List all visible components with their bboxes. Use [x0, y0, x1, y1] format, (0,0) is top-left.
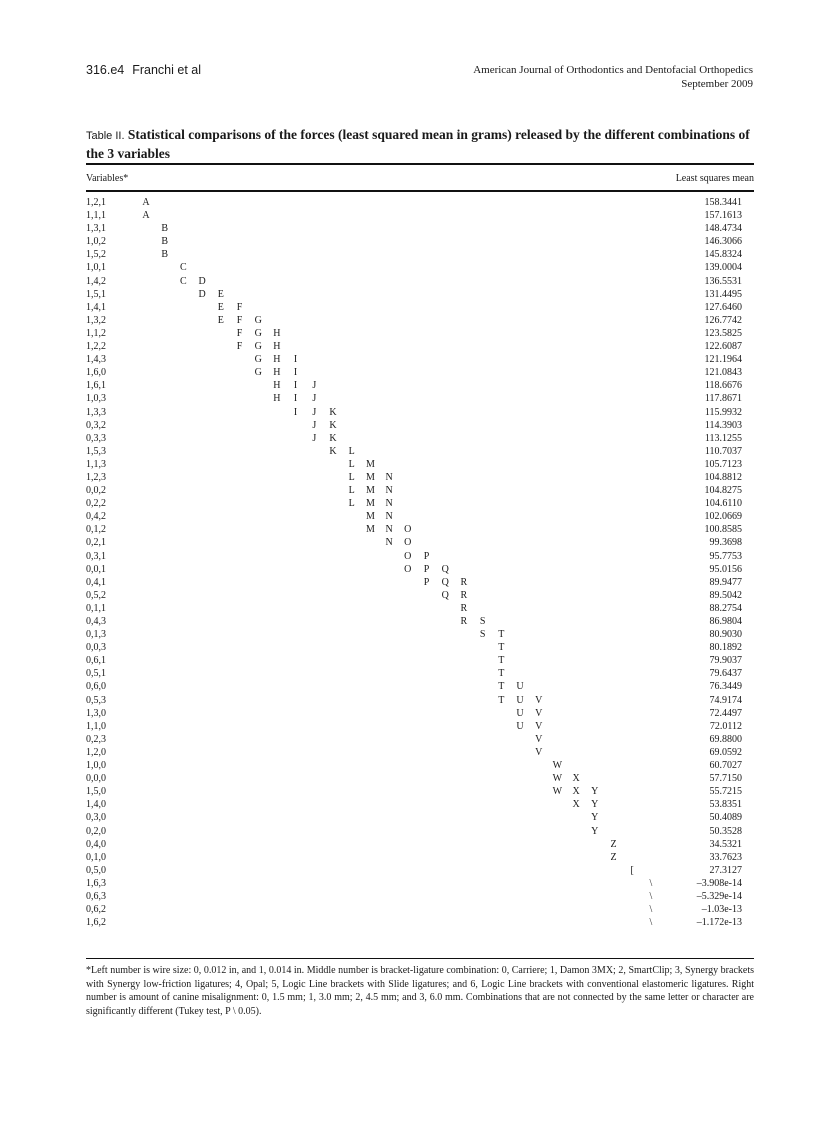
variables-cell: 1,0,2 — [86, 236, 106, 248]
group-letter: I — [293, 380, 298, 392]
group-letter: S — [479, 629, 486, 641]
group-letter: V — [535, 707, 543, 719]
least-squares-mean-cell: 118.6676 — [704, 380, 742, 392]
table-caption — [86, 126, 754, 162]
table-row — [86, 392, 754, 405]
group-letter: T — [498, 642, 505, 654]
table-footnote: *Left number is wire size: 0, 0.012 in, and 1, 0.014 in. Middle number is bracket-ligature combination: 0, Carriere; 1, Damon 3MX; 2, SmartClip; 3, Synergy brackets with Synergy low-friction ligatures; 4, Opal; 5, Logic Line brackets with Slide ligatures; and 6, Logic Line brackets with conventional elastomeric ligatures. Right number is amount of canine misalignment: 0, 1.5 mm; 1, 3.0 mm; 2, 4.5 mm; and 3, 6.0 mm. Combinations that are not connected by the same letter or character are significantly different (Tukey test, P \ 0.05). — [86, 965, 754, 1017]
variables-cell: 1,5,0 — [86, 786, 106, 798]
group-letter: D — [198, 288, 206, 300]
least-squares-mean-cell: 69.0592 — [709, 746, 742, 758]
table-row — [86, 523, 754, 536]
group-letter: X — [572, 799, 580, 811]
least-squares-mean-cell: 34.5321 — [709, 838, 742, 850]
table-row — [86, 379, 754, 392]
variables-cell: 1,4,2 — [86, 275, 106, 287]
least-squares-mean-cell: 50.4089 — [709, 812, 742, 824]
variables-cell: 0,5,0 — [86, 864, 106, 876]
group-letter: Q — [441, 589, 449, 601]
group-letter: T — [498, 629, 505, 641]
group-letter: H — [273, 393, 281, 405]
table-row — [86, 235, 754, 248]
table-row — [86, 602, 754, 615]
group-letter: A — [142, 210, 150, 222]
least-squares-mean-cell: 123.5825 — [704, 327, 742, 339]
group-letter: J — [312, 380, 317, 392]
group-letter: L — [348, 445, 355, 457]
group-letter: T — [498, 668, 505, 680]
table-row — [86, 340, 754, 353]
table-row — [86, 851, 754, 864]
table-row — [86, 798, 754, 811]
group-letter: I — [293, 393, 298, 405]
table-row — [86, 694, 754, 707]
table-row — [86, 720, 754, 733]
group-letter: G — [254, 341, 262, 353]
journal-name: American Journal of Orthodontics and Dentofacial Orthopedics — [473, 64, 753, 76]
group-letter: P — [423, 550, 430, 562]
table-row — [86, 458, 754, 471]
least-squares-mean-cell: 131.4495 — [704, 288, 742, 300]
variables-cell: 1,3,0 — [86, 707, 106, 719]
group-letter: F — [236, 327, 243, 339]
table-row — [86, 536, 754, 549]
least-squares-mean-cell: 121.0843 — [704, 367, 742, 379]
group-letter: V — [535, 746, 543, 758]
table-row — [86, 497, 754, 510]
least-squares-mean-cell: 105.7123 — [704, 458, 742, 470]
least-squares-mean-cell: 104.6110 — [704, 498, 742, 510]
variables-cell: 1,6,3 — [86, 877, 106, 889]
group-letter: N — [385, 537, 393, 549]
variables-cell: 0,0,0 — [86, 773, 106, 785]
least-squares-mean-cell: 102.0669 — [704, 511, 742, 523]
variables-cell: 0,1,0 — [86, 851, 106, 863]
table-row — [86, 484, 754, 497]
variables-cell: 1,2,2 — [86, 341, 106, 353]
top-rule — [86, 163, 754, 165]
group-letter: H — [273, 327, 281, 339]
group-letter: P — [423, 576, 430, 588]
table-row — [86, 641, 754, 654]
group-letter: C — [180, 275, 187, 287]
group-letter: T — [498, 694, 505, 706]
table-row — [86, 275, 754, 288]
group-letter: M — [365, 498, 375, 510]
least-squares-mean-cell: 146.3066 — [704, 236, 742, 248]
variables-cell: 0,2,2 — [86, 498, 106, 510]
variables-cell: 1,1,3 — [86, 458, 106, 470]
least-squares-mean-cell: 50.3528 — [709, 825, 742, 837]
variables-cell: 0,4,2 — [86, 511, 106, 523]
group-letter: U — [516, 681, 524, 693]
group-letter: N — [385, 498, 393, 510]
group-letter: L — [348, 471, 355, 483]
group-letter: \ — [649, 904, 653, 916]
group-letter: O — [404, 550, 412, 562]
variables-cell: 0,2,3 — [86, 733, 106, 745]
issue-date: September 2009 — [681, 78, 753, 90]
least-squares-mean-cell: 121.1964 — [704, 354, 742, 366]
variables-cell: 1,0,1 — [86, 262, 106, 274]
variables-cell: 1,4,1 — [86, 301, 106, 313]
group-letter: G — [254, 327, 262, 339]
group-letter: M — [365, 458, 375, 470]
least-squares-mean-cell: 114.3903 — [704, 419, 742, 431]
least-squares-mean-cell: 148.4734 — [704, 223, 742, 235]
least-squares-mean-cell: 89.9477 — [709, 576, 742, 588]
group-letter: B — [161, 223, 169, 235]
variables-cell: 0,0,2 — [86, 485, 106, 497]
group-letter: G — [254, 314, 262, 326]
group-letter: M — [365, 524, 375, 536]
group-letter: W — [552, 760, 563, 772]
least-squares-mean-cell: 100.8585 — [704, 524, 742, 536]
variables-cell: 0,5,2 — [86, 589, 106, 601]
table-row — [86, 615, 754, 628]
variables-cell: 0,4,1 — [86, 576, 106, 588]
variables-cell: 0,5,1 — [86, 668, 106, 680]
group-letter: Z — [610, 851, 617, 863]
table-row — [86, 785, 754, 798]
table-row — [86, 811, 754, 824]
group-letter: H — [273, 341, 281, 353]
table-row — [86, 746, 754, 759]
table-row — [86, 432, 754, 445]
least-squares-mean-cell: 158.3441 — [704, 197, 742, 208]
group-letter: M — [365, 511, 375, 523]
column-header-mean: Least squares mean — [675, 173, 754, 184]
group-letter: N — [385, 524, 393, 536]
variables-cell: 0,4,3 — [86, 616, 106, 627]
least-squares-mean-cell: 27.3127 — [709, 864, 742, 876]
table-row — [86, 628, 754, 641]
group-letter: E — [217, 301, 224, 313]
group-letter: H — [273, 367, 281, 379]
group-letter: B — [161, 249, 169, 261]
group-letter: J — [312, 419, 317, 431]
variables-cell: 0,0,3 — [86, 642, 106, 654]
group-letter: T — [498, 655, 505, 667]
group-letter: G — [254, 354, 262, 366]
group-letter: D — [198, 275, 206, 287]
group-letter: W — [552, 786, 563, 798]
least-squares-mean-cell: 60.7027 — [709, 760, 742, 772]
least-squares-mean-cell: 99.3698 — [709, 537, 742, 549]
group-letter: I — [293, 367, 298, 379]
least-squares-mean-cell: 157.1613 — [704, 210, 742, 222]
least-squares-mean-cell: 127.6460 — [704, 301, 742, 313]
table-row — [86, 877, 754, 890]
group-letter: W — [552, 773, 563, 785]
table-label: Table II. — [86, 130, 125, 142]
group-letter: Q — [441, 563, 449, 575]
group-letter: U — [516, 707, 524, 719]
table-row — [86, 759, 754, 772]
group-letter: X — [572, 786, 580, 798]
variables-cell: 1,2,3 — [86, 471, 106, 483]
group-letter: O — [404, 537, 412, 549]
group-letter: N — [385, 511, 393, 523]
group-letter: \ — [649, 877, 653, 889]
group-letter: Y — [591, 799, 599, 811]
variables-cell: 1,2,0 — [86, 746, 106, 758]
variables-cell: 0,3,0 — [86, 812, 106, 824]
bottom-rule — [86, 958, 754, 959]
table-title: Statistical comparisons of the forces (least squared mean in grams) released by the different combinations of the 3 variables — [86, 127, 750, 161]
variables-cell: 1,5,2 — [86, 249, 106, 261]
group-letter: J — [312, 393, 317, 405]
group-letter: S — [479, 616, 486, 627]
variables-cell: 0,6,0 — [86, 681, 106, 693]
table-row — [86, 838, 754, 851]
least-squares-mean-cell: 88.2754 — [709, 602, 742, 614]
table-row — [86, 419, 754, 432]
page-header-right — [473, 63, 753, 91]
table-row — [86, 772, 754, 785]
least-squares-mean-cell: 115.9932 — [704, 406, 742, 418]
group-letter: T — [498, 681, 505, 693]
least-squares-mean-cell: 55.7215 — [709, 786, 742, 798]
least-squares-mean-cell: 126.7742 — [704, 314, 742, 326]
group-letter: V — [535, 694, 543, 706]
table-row — [86, 654, 754, 667]
variables-cell: 1,6,2 — [86, 917, 106, 929]
least-squares-mean-cell: 110.7037 — [704, 445, 742, 457]
variables-cell: 0,3,2 — [86, 419, 106, 431]
variables-cell: 1,2,1 — [86, 197, 106, 208]
group-letter: J — [312, 406, 317, 418]
table-row — [86, 366, 754, 379]
group-letter: X — [572, 773, 580, 785]
group-letter: K — [329, 406, 337, 418]
least-squares-mean-cell: 95.7753 — [709, 550, 742, 562]
table-row — [86, 314, 754, 327]
variables-cell: 1,3,2 — [86, 314, 106, 326]
group-letter: M — [365, 471, 375, 483]
group-letter: R — [460, 602, 468, 614]
group-letter: R — [460, 589, 468, 601]
table-row — [86, 550, 754, 563]
table-row — [86, 248, 754, 261]
least-squares-mean-cell: 72.4497 — [709, 707, 742, 719]
variables-cell: 0,1,1 — [86, 602, 106, 614]
group-letter: V — [535, 733, 543, 745]
table-row — [86, 222, 754, 235]
table-row — [86, 209, 754, 222]
variables-cell: 1,1,0 — [86, 720, 106, 732]
table-row — [86, 353, 754, 366]
variables-cell: 0,1,2 — [86, 524, 106, 536]
group-letter: K — [329, 419, 337, 431]
group-letter: P — [423, 563, 430, 575]
least-squares-mean-cell: –5.329e-14 — [696, 890, 742, 902]
variables-cell: 0,2,1 — [86, 537, 106, 549]
group-letter: L — [348, 485, 355, 497]
group-letter: Y — [591, 825, 599, 837]
variables-cell: 0,6,1 — [86, 655, 106, 667]
table-row — [86, 288, 754, 301]
variables-cell: 0,2,0 — [86, 825, 106, 837]
least-squares-mean-cell: 104.8812 — [704, 471, 742, 483]
table-row — [86, 667, 754, 680]
table-row — [86, 707, 754, 720]
group-letter: Q — [441, 576, 449, 588]
least-squares-mean-cell: 76.3449 — [709, 681, 742, 693]
table-row — [86, 890, 754, 903]
group-letter: F — [236, 341, 243, 353]
group-letter: F — [236, 301, 243, 313]
variables-cell: 1,4,0 — [86, 799, 106, 811]
group-letter: R — [460, 576, 468, 588]
group-letter: U — [516, 694, 524, 706]
group-letter: N — [385, 471, 393, 483]
group-letter: Y — [591, 786, 599, 798]
variables-cell: 1,6,0 — [86, 367, 106, 379]
table-row — [86, 916, 754, 929]
page-number: 316.e4 — [86, 63, 125, 77]
least-squares-mean-cell: 79.6437 — [709, 668, 742, 680]
variables-cell: 0,0,1 — [86, 563, 106, 575]
group-letter: [ — [630, 864, 634, 876]
variables-cell: 1,0,0 — [86, 760, 106, 772]
table-row — [86, 680, 754, 693]
least-squares-mean-cell: 69.8800 — [709, 733, 742, 745]
variables-cell: 1,4,3 — [86, 354, 106, 366]
group-letter: \ — [649, 890, 653, 902]
group-letter: M — [365, 485, 375, 497]
group-letter: K — [329, 445, 337, 457]
variables-cell: 1,6,1 — [86, 380, 106, 392]
table-row — [86, 261, 754, 274]
table-row — [86, 510, 754, 523]
least-squares-mean-cell: 122.6087 — [704, 341, 742, 353]
table-row — [86, 196, 754, 209]
group-letter: L — [348, 458, 355, 470]
least-squares-mean-cell: 117.8671 — [704, 393, 742, 405]
least-squares-mean-cell: 95.0156 — [709, 563, 742, 575]
least-squares-mean-cell: –1.03e-13 — [701, 904, 742, 916]
variables-cell: 1,1,1 — [86, 210, 106, 222]
table-row — [86, 406, 754, 419]
least-squares-mean-cell: 80.1892 — [709, 642, 742, 654]
variables-cell: 0,6,2 — [86, 904, 106, 916]
least-squares-mean-cell: 74.9174 — [709, 694, 742, 706]
variables-cell: 0,4,0 — [86, 838, 106, 850]
least-squares-mean-cell: –3.908e-14 — [696, 877, 742, 889]
variables-cell: 0,3,1 — [86, 550, 106, 562]
table-row — [86, 471, 754, 484]
least-squares-mean-cell: 57.7150 — [709, 773, 742, 785]
group-letter: Y — [591, 812, 599, 824]
variables-cell: 0,5,3 — [86, 694, 106, 706]
variables-cell: 1,3,3 — [86, 406, 106, 418]
group-letter: F — [236, 314, 243, 326]
group-letter: E — [217, 288, 224, 300]
group-letter: B — [161, 236, 169, 248]
least-squares-mean-cell: 72.0112 — [709, 720, 742, 732]
group-letter: L — [348, 498, 355, 510]
group-letter: U — [516, 720, 524, 732]
least-squares-mean-cell: 113.1255 — [704, 432, 742, 444]
group-letter: K — [329, 432, 337, 444]
least-squares-mean-cell: 79.9037 — [709, 655, 742, 667]
table-row — [86, 301, 754, 314]
group-letter: H — [273, 380, 281, 392]
least-squares-mean-cell: 53.8351 — [709, 799, 742, 811]
group-letter: I — [293, 354, 298, 366]
page-header-left — [86, 63, 201, 77]
group-letter: A — [142, 197, 150, 208]
variables-cell: 0,3,3 — [86, 432, 106, 444]
variables-cell: 1,1,2 — [86, 327, 106, 339]
table-row — [86, 445, 754, 458]
group-letter: I — [293, 406, 298, 418]
least-squares-mean-cell: 80.9030 — [709, 629, 742, 641]
column-header-variables: Variables* — [86, 173, 129, 184]
table-row — [86, 733, 754, 746]
least-squares-mean-cell: 104.8275 — [704, 485, 742, 497]
table-row — [86, 563, 754, 576]
least-squares-mean-cell: 33.7623 — [709, 851, 742, 863]
variables-cell: 0,6,3 — [86, 890, 106, 902]
group-letter: N — [385, 485, 393, 497]
comparison-table — [86, 196, 754, 929]
table-row — [86, 903, 754, 916]
header-rule — [86, 190, 754, 192]
least-squares-mean-cell: –1.172e-13 — [696, 917, 742, 929]
variables-cell: 1,5,3 — [86, 445, 106, 457]
table-row — [86, 864, 754, 877]
variables-cell: 1,0,3 — [86, 393, 106, 405]
table-row — [86, 589, 754, 602]
group-letter: J — [312, 432, 317, 444]
running-authors: Franchi et al — [132, 63, 202, 77]
table-row — [86, 576, 754, 589]
least-squares-mean-cell: 136.5531 — [704, 275, 742, 287]
table-row — [86, 327, 754, 340]
variables-cell: 1,3,1 — [86, 223, 106, 235]
group-letter: \ — [649, 917, 653, 929]
group-letter: R — [460, 616, 468, 627]
group-letter: V — [535, 720, 543, 732]
table-row — [86, 825, 754, 838]
group-letter: Z — [610, 838, 617, 850]
group-letter: E — [217, 314, 224, 326]
least-squares-mean-cell: 145.8324 — [704, 249, 742, 261]
group-letter: C — [180, 262, 187, 274]
variables-cell: 0,1,3 — [86, 629, 106, 641]
least-squares-mean-cell: 139.0004 — [704, 262, 742, 274]
group-letter: H — [273, 354, 281, 366]
variables-cell: 1,5,1 — [86, 288, 106, 300]
group-letter: G — [254, 367, 262, 379]
least-squares-mean-cell: 89.5042 — [709, 589, 742, 601]
group-letter: O — [404, 563, 412, 575]
group-letter: O — [404, 524, 412, 536]
least-squares-mean-cell: 86.9804 — [709, 616, 742, 627]
